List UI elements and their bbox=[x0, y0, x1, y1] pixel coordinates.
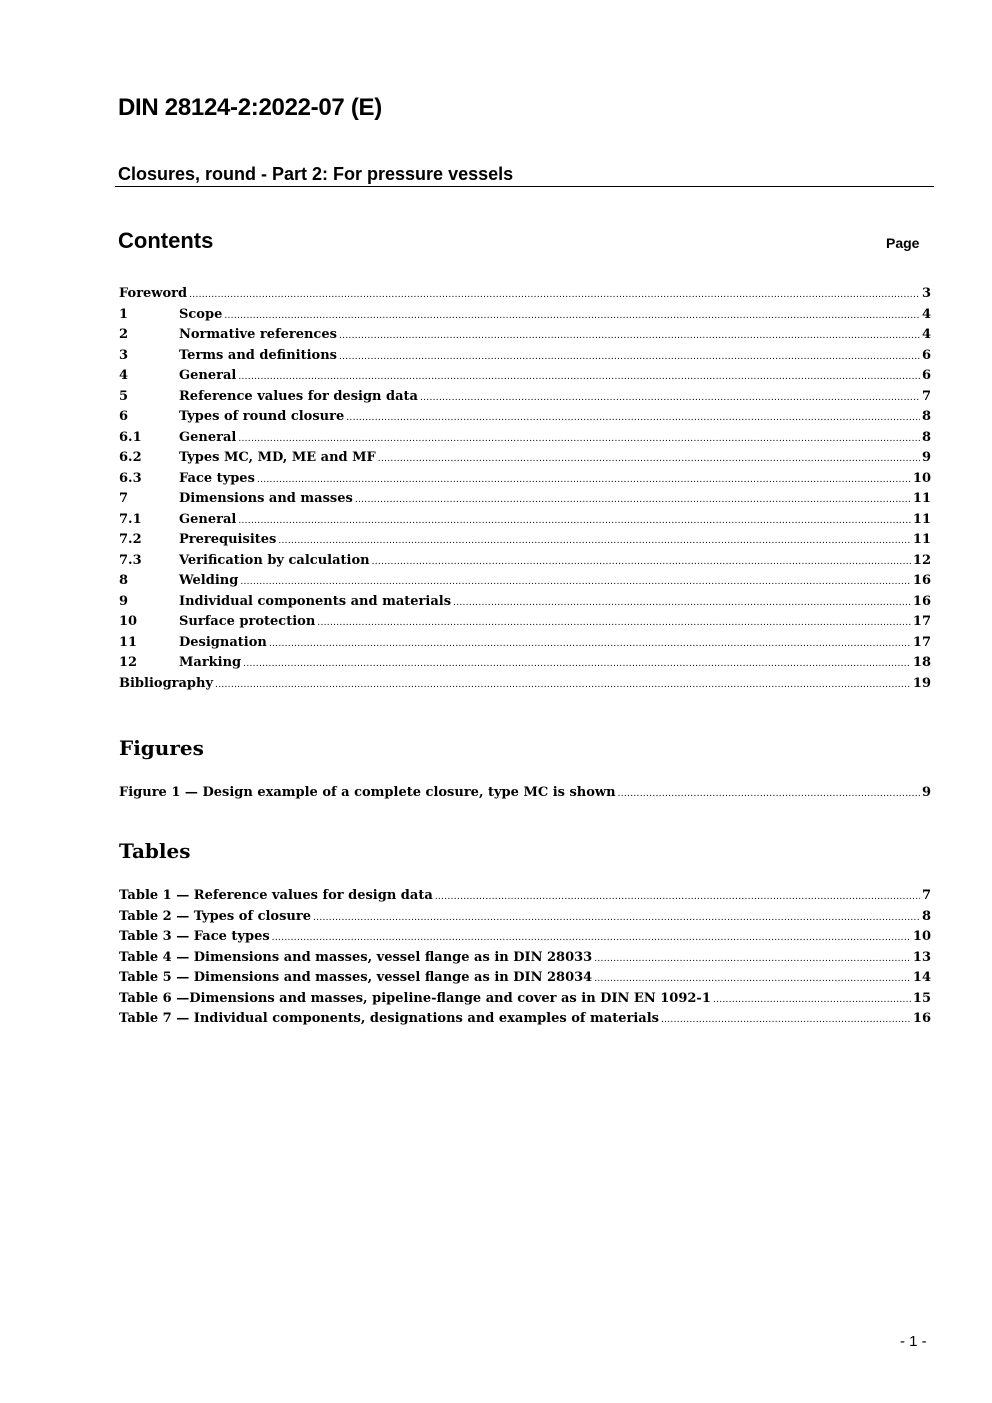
table-entry-text: Table 1 — Reference values for design data bbox=[119, 888, 433, 903]
toc-entry-number: 10 bbox=[119, 614, 138, 629]
toc-entry-page: 11 bbox=[912, 511, 931, 527]
toc-entry-number: 1 bbox=[119, 306, 129, 322]
toc-entry-6-1[interactable] bbox=[119, 428, 931, 449]
toc-entry-page: 8 bbox=[921, 409, 931, 424]
table-entry-1[interactable] bbox=[119, 886, 931, 907]
toc-leader bbox=[420, 388, 920, 409]
toc-entry-text: Bibliography bbox=[119, 675, 214, 691]
toc-entry-page: 17 bbox=[912, 614, 931, 629]
toc-entry-number: 6.1 bbox=[119, 429, 142, 445]
table-entry-text: Table 4 — Dimensions and masses, vessel flange as in DIN 28033 bbox=[119, 949, 593, 965]
toc-entry-7-1[interactable] bbox=[119, 510, 931, 531]
toc-entry-number: 9 bbox=[119, 593, 129, 609]
toc-leader bbox=[378, 449, 920, 470]
toc-entry-page: 4 bbox=[921, 306, 931, 322]
toc-entry-number: 12 bbox=[119, 655, 138, 670]
toc-leader bbox=[618, 784, 920, 805]
toc-entry-text: Face types bbox=[179, 470, 255, 486]
toc-leader bbox=[339, 326, 920, 347]
toc-entry-page: 4 bbox=[921, 327, 931, 342]
tables-list bbox=[119, 886, 931, 1030]
toc-leader bbox=[313, 908, 920, 929]
toc-entry-number: 7 bbox=[119, 491, 129, 506]
toc-entry-7-2[interactable] bbox=[119, 530, 931, 551]
toc-leader bbox=[243, 654, 911, 675]
table-entry-page: 10 bbox=[912, 929, 931, 944]
table-entry-text: Table 7 — Individual components, designations and examples of materials bbox=[119, 1011, 659, 1026]
toc-entry-text: General bbox=[179, 429, 237, 445]
toc-leader bbox=[215, 675, 911, 696]
page-number: - 1 - bbox=[900, 1333, 927, 1350]
toc-entry-9[interactable] bbox=[119, 592, 931, 613]
toc-entry-text: Prerequisites bbox=[179, 532, 277, 547]
toc-entry-6-2[interactable] bbox=[119, 448, 931, 469]
toc-entry-text: Types MC, MD, ME and MF bbox=[179, 450, 376, 465]
toc-entry-text: Types of round closure bbox=[179, 409, 345, 424]
tables-heading: Tables bbox=[119, 839, 191, 863]
table-entry-page: 16 bbox=[912, 1011, 931, 1026]
table-entry-text: Table 5 — Dimensions and masses, vessel flange as in DIN 28034 bbox=[119, 970, 593, 985]
toc-entry-text: Designation bbox=[179, 634, 267, 650]
toc-entry-4[interactable] bbox=[119, 366, 931, 387]
toc-leader bbox=[713, 990, 911, 1011]
toc-entry-page: 16 bbox=[912, 593, 931, 609]
toc-entry-number: 4 bbox=[119, 368, 129, 383]
toc-entry-number: 7.1 bbox=[119, 511, 142, 527]
table-entry-text: Table 6 —Dimensions and masses, pipeline-flange and cover as in DIN EN 1092-1 bbox=[119, 990, 711, 1006]
toc-leader bbox=[594, 969, 911, 990]
toc-entry-text: Individual components and materials bbox=[179, 593, 452, 609]
document-id: DIN 28124-2:2022-07 (E) bbox=[118, 94, 382, 121]
table-entry-5[interactable] bbox=[119, 968, 931, 989]
toc-entry-page: 10 bbox=[912, 470, 931, 486]
toc-entry-text: Foreword bbox=[119, 286, 188, 301]
table-entry-text: Table 3 — Face types bbox=[119, 929, 270, 944]
title-underline bbox=[115, 186, 934, 187]
toc-leader bbox=[355, 490, 911, 511]
figures-list bbox=[119, 783, 931, 804]
toc-entry-3[interactable] bbox=[119, 346, 931, 367]
toc-entry-page: 7 bbox=[921, 388, 931, 404]
toc-entry-page: 11 bbox=[912, 532, 931, 547]
toc-entry-text: General bbox=[179, 368, 237, 383]
toc-leader bbox=[372, 552, 911, 573]
table-entry-text: Table 2 — Types of closure bbox=[119, 908, 311, 924]
toc-entry-11[interactable] bbox=[119, 633, 931, 654]
toc-leader bbox=[278, 531, 911, 552]
toc-entry-text: Dimensions and masses bbox=[179, 491, 353, 506]
toc-leader bbox=[238, 511, 911, 532]
figure-entry-text: Figure 1 — Design example of a complete closure, type MC is shown bbox=[119, 785, 616, 800]
toc-entry-8[interactable] bbox=[119, 571, 931, 592]
toc-entry-text: Normative references bbox=[179, 327, 337, 342]
toc-entry-page: 6 bbox=[921, 368, 931, 383]
table-entry-3[interactable] bbox=[119, 927, 931, 948]
toc-entry-number: 7.3 bbox=[119, 552, 142, 568]
toc-entry-text: Verification by calculation bbox=[179, 552, 370, 568]
toc-entry-12[interactable] bbox=[119, 653, 931, 674]
toc-leader bbox=[189, 285, 920, 306]
table-entry-7[interactable] bbox=[119, 1009, 931, 1030]
toc-entry-number: 6 bbox=[119, 409, 129, 424]
toc-entry-page: 8 bbox=[921, 429, 931, 445]
toc-entry-number: 3 bbox=[119, 347, 129, 363]
toc-entry-bibliography[interactable] bbox=[119, 674, 931, 695]
figures-heading: Figures bbox=[119, 736, 204, 760]
toc-entry-7[interactable] bbox=[119, 489, 931, 510]
toc-entry-2[interactable] bbox=[119, 325, 931, 346]
toc-entry-number: 7.2 bbox=[119, 532, 142, 547]
table-entry-2[interactable] bbox=[119, 907, 931, 928]
toc-entry-text: Welding bbox=[179, 573, 239, 588]
document-title: Closures, round - Part 2: For pressure vessels bbox=[118, 164, 514, 184]
toc-entry-6-3[interactable] bbox=[119, 469, 931, 490]
toc-entry-page: 6 bbox=[921, 347, 931, 363]
table-entry-page: 7 bbox=[921, 888, 931, 903]
toc-entry-page: 19 bbox=[912, 675, 931, 691]
table-entry-6[interactable] bbox=[119, 989, 931, 1010]
table-entry-4[interactable] bbox=[119, 948, 931, 969]
toc-entry-text: Surface protection bbox=[179, 614, 316, 629]
page-column-label: Page bbox=[886, 235, 920, 251]
toc-entry-page: 11 bbox=[912, 491, 931, 506]
toc-leader bbox=[317, 613, 911, 634]
toc-leader bbox=[435, 887, 920, 908]
table-entry-page: 15 bbox=[912, 990, 931, 1006]
toc-entry-page: 18 bbox=[912, 655, 931, 670]
contents-list bbox=[119, 284, 931, 694]
toc-entry-number: 5 bbox=[119, 388, 129, 404]
toc-entry-10[interactable] bbox=[119, 612, 931, 633]
table-entry-page: 13 bbox=[912, 949, 931, 965]
toc-leader bbox=[272, 928, 911, 949]
toc-entry-text: Terms and definitions bbox=[179, 347, 337, 363]
table-entry-page: 8 bbox=[921, 908, 931, 924]
toc-entry-page: 16 bbox=[912, 573, 931, 588]
toc-entry-5[interactable] bbox=[119, 387, 931, 408]
toc-entry-page: 3 bbox=[921, 286, 931, 301]
toc-entry-6[interactable] bbox=[119, 407, 931, 428]
toc-entry-number: 2 bbox=[119, 327, 129, 342]
toc-entry-7-3[interactable] bbox=[119, 551, 931, 572]
toc-entry-number: 6.2 bbox=[119, 450, 142, 465]
toc-entry-number: 6.3 bbox=[119, 470, 142, 486]
toc-entry-text: Scope bbox=[179, 306, 223, 322]
toc-leader bbox=[269, 634, 911, 655]
figure-entry-page: 9 bbox=[921, 785, 931, 800]
toc-leader bbox=[238, 367, 920, 388]
toc-entry-page: 17 bbox=[912, 634, 931, 650]
toc-leader bbox=[453, 593, 911, 614]
toc-entry-foreword[interactable] bbox=[119, 284, 931, 305]
toc-entry-text: Reference values for design data bbox=[179, 388, 418, 404]
toc-leader bbox=[238, 429, 920, 450]
toc-entry-page: 12 bbox=[912, 552, 931, 568]
toc-entry-page: 9 bbox=[921, 450, 931, 465]
toc-entry-number: 11 bbox=[119, 634, 138, 650]
toc-entry-text: Marking bbox=[179, 655, 242, 670]
contents-heading: Contents bbox=[118, 228, 214, 253]
toc-leader bbox=[594, 949, 911, 970]
toc-entry-text: General bbox=[179, 511, 237, 527]
figure-entry-1[interactable] bbox=[119, 783, 931, 804]
toc-leader bbox=[240, 572, 911, 593]
toc-entry-number: 8 bbox=[119, 573, 129, 588]
toc-leader bbox=[257, 470, 911, 491]
toc-leader bbox=[339, 347, 920, 368]
table-entry-page: 14 bbox=[912, 970, 931, 985]
toc-leader bbox=[661, 1010, 911, 1031]
toc-leader bbox=[224, 306, 920, 327]
toc-entry-1[interactable] bbox=[119, 305, 931, 326]
toc-leader bbox=[346, 408, 920, 429]
